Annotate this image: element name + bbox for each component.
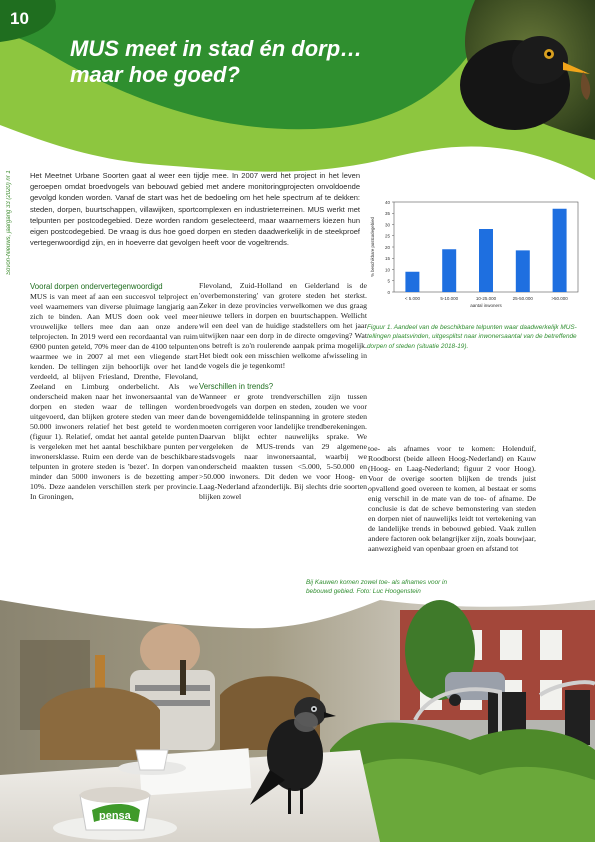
chart-bar xyxy=(479,229,493,292)
y-tick-label: 35 xyxy=(384,211,390,217)
y-tick-label: 15 xyxy=(384,256,390,262)
x-tick-label: 5-10.000 xyxy=(440,296,459,301)
page-number: 10 xyxy=(10,9,29,28)
y-tick-label: 0 xyxy=(387,289,390,295)
x-tick-label: 25-50.000 xyxy=(512,296,533,301)
column-3 xyxy=(368,444,536,554)
column-2-text-1: Flevoland, Zuid-Holland en Gelderland is de 'overbemonstering' van grotere steden het sterkst. Zeker in deze provincies verwelkomen we dus graag nieuwe tellers in dorpen en buurtschappen. Wellicht wil een deel van de huidige stadstellers om het jaar uitwijken naar een dorp in de directe omgeving? Wat ons betreft is zo'n roulerende aanpak prima mogelijk. Het biedt ook een misschien welkome afwisseling in de vogels die je tegenkomt! xyxy=(199,281,367,370)
figure-1-bar-chart xyxy=(366,196,586,311)
column-3-text: toe- als afnames voor te komen: Holenduif, Roodborst (beide alleen Hoog-Nederland) en Kauw (Hoog- en Laag-Nederland; figuur 2 voor Hoog). Voor de overige soorten blijken de trends juist opvallend goed overeen te komen, al bestaat er soms enig verschil in de mate van de toe- of afname. De conclusie is dat de scheve bemonstering van steden en dorpen niet of nauwelijks leidt tot vertekening van de landelijke trends in bebouwd gebied. Vaak zullen andere factoren ook belangrijker zijn, zoals bouwjaar, aanwezigheid van openbaar groen en afstand tot xyxy=(368,444,536,553)
blackbird-photo xyxy=(445,0,595,140)
y-tick-label: 10 xyxy=(384,267,390,273)
column-2 xyxy=(199,281,367,502)
y-tick-label: 25 xyxy=(384,233,390,239)
column-1-text: MUS is van meet af aan een succesvol telproject en veel waarnemers van diverse pluimage langjarig aan zich te binden. Aan MUS doen ook veel meer vrouwelijke tellers mee dan aan onze andere telprojecten. In 2019 werd een recordaantal van ruim 6900 punten geteld, 70% meer dan de 4100 telpunten waarmee we in 2007 al met een vliegende start kenden. De tellingen zijn behoorlijk over het land verdeeld, al blijven Friesland, Drenthe, Flevoland, Zeeland en Limburg onderbelicht. Als we onderscheid maken naar het inwonersaantal van de dorpen en steden waar de tellingen worden uitgevoerd, dan blijken grotere steden van meer dan 50.000 inwoners relatief het best geteld te worden (figuur 1). Relatief, omdat het aantal getelde punten is vergeleken met het aantal beschikbare punten per inwonersklasse. Ruim een derde van de beschikbare telpunten in grotere steden is 'bezet'. In dorpen van minder dan 5000 inwoners is de bezetting amper 10%. Deze aandelen verschillen sterk per provincie. In Groningen, xyxy=(30,292,198,501)
y-tick-label: 5 xyxy=(387,278,390,284)
page-title: MUS meet in stad én dorp… maar hoe goed? xyxy=(70,36,363,87)
chart-bar xyxy=(553,209,567,292)
column-2-text-2: Wanneer er grote trendverschillen zijn tussen broedvogels van dorpen en steden, zouden we voor de bovengemiddelde telinspanning in grotere steden moeten corrigeren voor landelijke trendberekeningen. Daarvan blijkt echter nauwelijks sprake. We vergeleken de MUS-trends van 29 algemene stadsvogels naar inwonersaantal, waarbij we onderscheid maakten tussen <5.000, 5-50.000 en >50.000 inwoners. Dit deden we voor Hoog- en Laag-Nederland afzonderlijk. Bij slechts drie soorten blijken zowel xyxy=(199,392,367,501)
x-tick-label: 10-25.000 xyxy=(475,296,497,301)
section-heading-dorpen: Vooral dorpen ondervertegenwoordigd xyxy=(30,282,163,291)
cup-brand-label: pensa xyxy=(99,810,131,822)
chart-bar xyxy=(442,249,456,292)
photo-caption: Bij Kauwen komen zowel toe- als afnames voor in bebouwd gebied. Foto: Luc Hoogenstein xyxy=(306,579,448,596)
section-heading-trends: Verschillen in trends? xyxy=(199,382,274,391)
x-axis-label: aantal inwoners xyxy=(470,303,502,308)
y-tick-label: 20 xyxy=(384,244,390,250)
y-axis-label: % beschikbare postcodegebied xyxy=(370,217,375,277)
jackdaw-cafe-photo xyxy=(0,600,595,842)
intro-paragraph: Het Meetnet Urbane Soorten gaat al weer een tijdje mee. In 2007 werd het project in het leven geroepen omdat broedvogels van bebouwd gebied met andere monitoringprojecten onvoldoende gevolgd konden worden. Vanaf de start was het de bedoeling om het hele spectrum af te dekken: steden, dorpen, buurtschappen, villawijken, sportcomplexen en industrieterreinen. MUS werkt met telpunten per postcodegebied. Deze worden random geselecteerd, maar waarnemers kiezen hun eigen postcodegebied. De vraag is dus hoe goed dorpen en steden daadwerkelijk in de steekproef vertegenwoordigd zijn, en in hoeverre dat gevolgen heeft voor de vogeltrends. xyxy=(30,171,360,248)
x-tick-label: < 5.000 xyxy=(404,296,420,301)
column-1 xyxy=(30,281,198,502)
figure-1-caption: Figuur 1. Aandeel van de beschikbare telpunten waar daadwerkelijk MUS-tellingen plaatsvinden, uitgesplitst naar inwonersaantal van de betreffende dorpen of steden (situatie 2018-19). xyxy=(367,324,577,350)
y-tick-label: 40 xyxy=(384,199,390,205)
chart-bar xyxy=(405,272,419,292)
journal-reference: Sovon-Nieuws, jaargang 33 (2020) nr 1 xyxy=(6,170,12,275)
x-tick-label: >50.000 xyxy=(551,296,568,301)
y-tick-label: 30 xyxy=(384,222,390,228)
chart-bar xyxy=(516,250,530,292)
